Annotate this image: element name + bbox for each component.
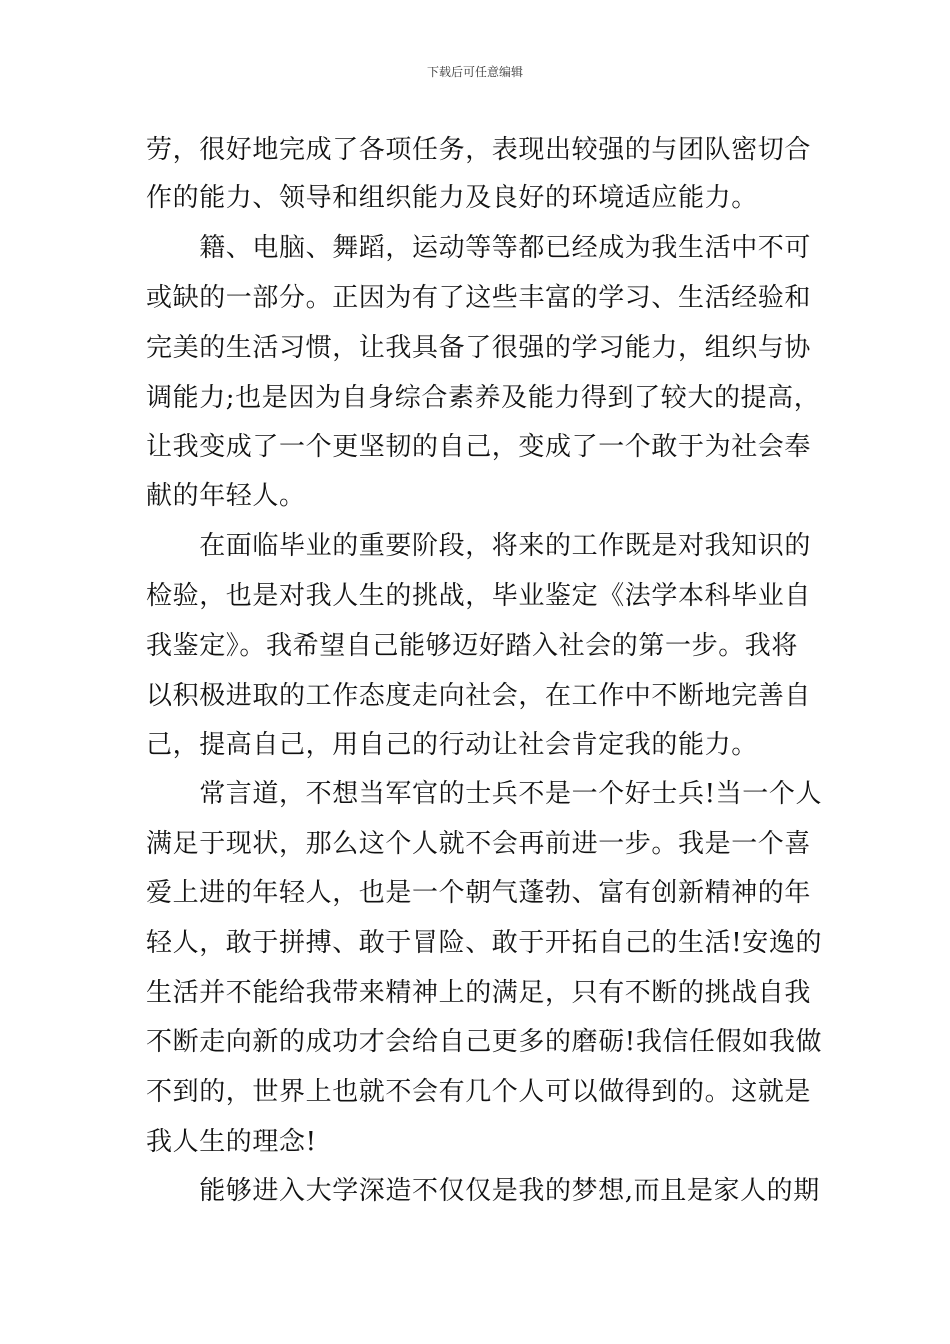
text-line: 生活并不能给我带来精神上的满足，只有不断的挑战自我 [146,978,812,1008]
text-line: 让我变成了一个更坚韧的自己，变成了一个敢于为社会奉 [146,432,812,462]
text-line: 能够进入大学深造不仅仅是我的梦想,而且是家人的期 [146,1176,820,1206]
text-line: 爱上进的年轻人，也是一个朝气蓬勃、富有创新精神的年 [146,878,812,908]
text-line: 劳，很好地完成了各项任务，表现出较强的与团队密切合 [146,135,812,165]
text-line: 调能力;也是因为自身综合素养及能力得到了较大的提高， [146,383,821,413]
text-line: 常言道，不想当军官的士兵不是一个好士兵!当一个人 [146,779,823,809]
text-line: 我鉴定》。我希望自己能够迈好踏入社会的第一步。我将 [146,631,799,661]
text-line: 满足于现状，那么这个人就不会再前进一步。我是一个喜 [146,829,812,859]
text-line: 己，提高自己，用自己的行动让社会肯定我的能力。 [146,730,758,760]
text-line: 或缺的一部分。正因为有了这些丰富的学习、生活经验和 [146,283,812,313]
text-line: 完美的生活习惯，让我具备了很强的学习能力，组织与协 [146,333,812,363]
page-header: 下载后可任意编辑 [426,65,523,79]
text-line: 检验，也是对我人生的挑战，毕业鉴定《法学本科毕业自 [146,581,812,611]
text-line: 我人生的理念! [146,1127,317,1157]
text-line: 作的能力、领导和组织能力及良好的环境适应能力。 [146,183,758,213]
text-line: 轻人，敢于拼搏、敢于冒险、敢于开拓自己的生活!安逸的 [146,928,823,958]
text-line: 献的年轻人。 [146,481,306,511]
text-line: 在面临毕业的重要阶段，将来的工作既是对我知识的 [146,531,812,561]
text-line: 不到的，世界上也就不会有几个人可以做得到的。这就是 [146,1077,812,1107]
text-line: 籍、电脑、舞蹈，运动等等都已经成为我生活中不可 [146,233,812,263]
text-line: 不断走向新的成功才会给自己更多的磨砺!我信任假如我做 [146,1027,823,1057]
text-line: 以积极进取的工作态度走向社会，在工作中不断地完善自 [146,681,812,711]
